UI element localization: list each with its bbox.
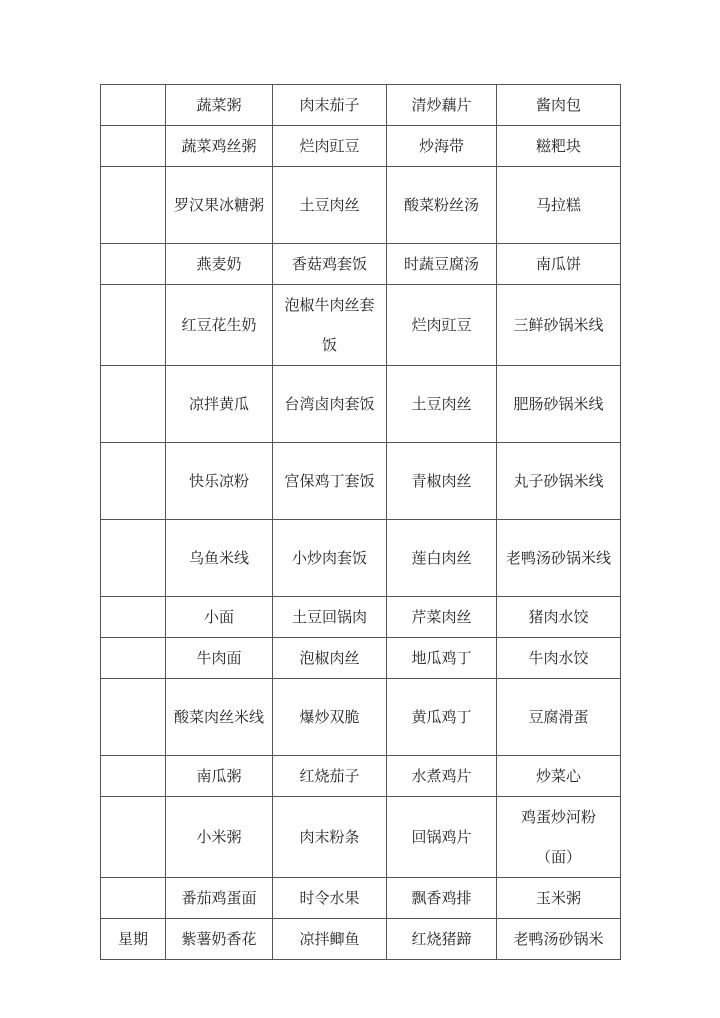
menu-cell: 小米粥	[166, 797, 273, 878]
menu-cell: 青椒肉丝	[387, 443, 497, 520]
day-cell	[101, 756, 166, 797]
menu-cell: 马拉糕	[497, 167, 621, 244]
menu-cell: 玉米粥	[497, 878, 621, 919]
menu-cell: 地瓜鸡丁	[387, 638, 497, 679]
table-row	[101, 878, 621, 919]
menu-cell: 牛肉水饺	[497, 638, 621, 679]
day-cell: 星期	[101, 919, 166, 960]
menu-cell: 土豆肉丝	[387, 366, 497, 443]
day-cell	[101, 244, 166, 285]
menu-cell: 黄瓜鸡丁	[387, 679, 497, 756]
day-cell	[101, 167, 166, 244]
menu-cell: 酱肉包	[497, 85, 621, 126]
menu-cell: 豆腐滑蛋	[497, 679, 621, 756]
menu-cell: 泡椒牛肉丝套饭	[273, 285, 387, 366]
menu-cell: 台湾卤肉套饭	[273, 366, 387, 443]
day-cell	[101, 85, 166, 126]
table-row	[101, 366, 621, 443]
menu-cell: 肥肠砂锅米线	[497, 366, 621, 443]
table-row	[101, 126, 621, 167]
menu-table	[100, 84, 621, 960]
menu-cell: 酸菜肉丝米线	[166, 679, 273, 756]
menu-cell: 酸菜粉丝汤	[387, 167, 497, 244]
menu-cell: 凉拌鲫鱼	[273, 919, 387, 960]
menu-cell: 回锅鸡片	[387, 797, 497, 878]
table-row	[101, 597, 621, 638]
menu-cell: 丸子砂锅米线	[497, 443, 621, 520]
day-cell	[101, 797, 166, 878]
menu-cell: 宫保鸡丁套饭	[273, 443, 387, 520]
table-row	[101, 85, 621, 126]
menu-cell: 老鸭汤砂锅米	[497, 919, 621, 960]
menu-cell: 肉末茄子	[273, 85, 387, 126]
menu-cell: 烂肉豇豆	[387, 285, 497, 366]
menu-cell: 罗汉果冰糖粥	[166, 167, 273, 244]
menu-cell: 水煮鸡片	[387, 756, 497, 797]
day-cell	[101, 126, 166, 167]
menu-cell: 蔬菜鸡丝粥	[166, 126, 273, 167]
menu-cell: 小炒肉套饭	[273, 520, 387, 597]
menu-cell: 肉末粉条	[273, 797, 387, 878]
table-row	[101, 756, 621, 797]
menu-cell: 时令水果	[273, 878, 387, 919]
menu-cell: 鸡蛋炒河粉（面）	[497, 797, 621, 878]
table-row	[101, 679, 621, 756]
menu-cell: 莲白肉丝	[387, 520, 497, 597]
menu-cell: 南瓜饼	[497, 244, 621, 285]
menu-cell: 三鲜砂锅米线	[497, 285, 621, 366]
menu-cell: 香菇鸡套饭	[273, 244, 387, 285]
menu-cell: 紫薯奶香花	[166, 919, 273, 960]
table-row	[101, 520, 621, 597]
table-row	[101, 443, 621, 520]
menu-cell: 时蔬豆腐汤	[387, 244, 497, 285]
menu-cell: 老鸭汤砂锅米线	[497, 520, 621, 597]
table-row	[101, 797, 621, 878]
menu-cell: 快乐凉粉	[166, 443, 273, 520]
menu-cell: 爆炒双脆	[273, 679, 387, 756]
day-cell	[101, 878, 166, 919]
day-cell	[101, 520, 166, 597]
menu-cell: 糍粑块	[497, 126, 621, 167]
menu-cell: 蔬菜粥	[166, 85, 273, 126]
menu-cell: 牛肉面	[166, 638, 273, 679]
menu-cell: 南瓜粥	[166, 756, 273, 797]
table-row	[101, 244, 621, 285]
menu-cell: 乌鱼米线	[166, 520, 273, 597]
menu-cell: 猪肉水饺	[497, 597, 621, 638]
menu-cell: 红烧茄子	[273, 756, 387, 797]
menu-cell: 土豆回锅肉	[273, 597, 387, 638]
day-cell	[101, 597, 166, 638]
day-cell	[101, 285, 166, 366]
menu-cell: 小面	[166, 597, 273, 638]
menu-cell: 烂肉豇豆	[273, 126, 387, 167]
menu-cell: 炒海带	[387, 126, 497, 167]
menu-cell: 红豆花生奶	[166, 285, 273, 366]
menu-cell: 芹菜肉丝	[387, 597, 497, 638]
menu-cell: 番茄鸡蛋面	[166, 878, 273, 919]
menu-cell: 炒菜心	[497, 756, 621, 797]
day-cell	[101, 366, 166, 443]
table-row	[101, 167, 621, 244]
day-cell	[101, 443, 166, 520]
menu-cell: 飘香鸡排	[387, 878, 497, 919]
menu-cell: 红烧猪蹄	[387, 919, 497, 960]
menu-cell: 土豆肉丝	[273, 167, 387, 244]
menu-cell: 清炒藕片	[387, 85, 497, 126]
menu-cell: 泡椒肉丝	[273, 638, 387, 679]
menu-cell: 燕麦奶	[166, 244, 273, 285]
menu-cell: 凉拌黄瓜	[166, 366, 273, 443]
day-cell	[101, 679, 166, 756]
table-row	[101, 638, 621, 679]
table-row	[101, 285, 621, 366]
table-row	[101, 919, 621, 960]
day-cell	[101, 638, 166, 679]
